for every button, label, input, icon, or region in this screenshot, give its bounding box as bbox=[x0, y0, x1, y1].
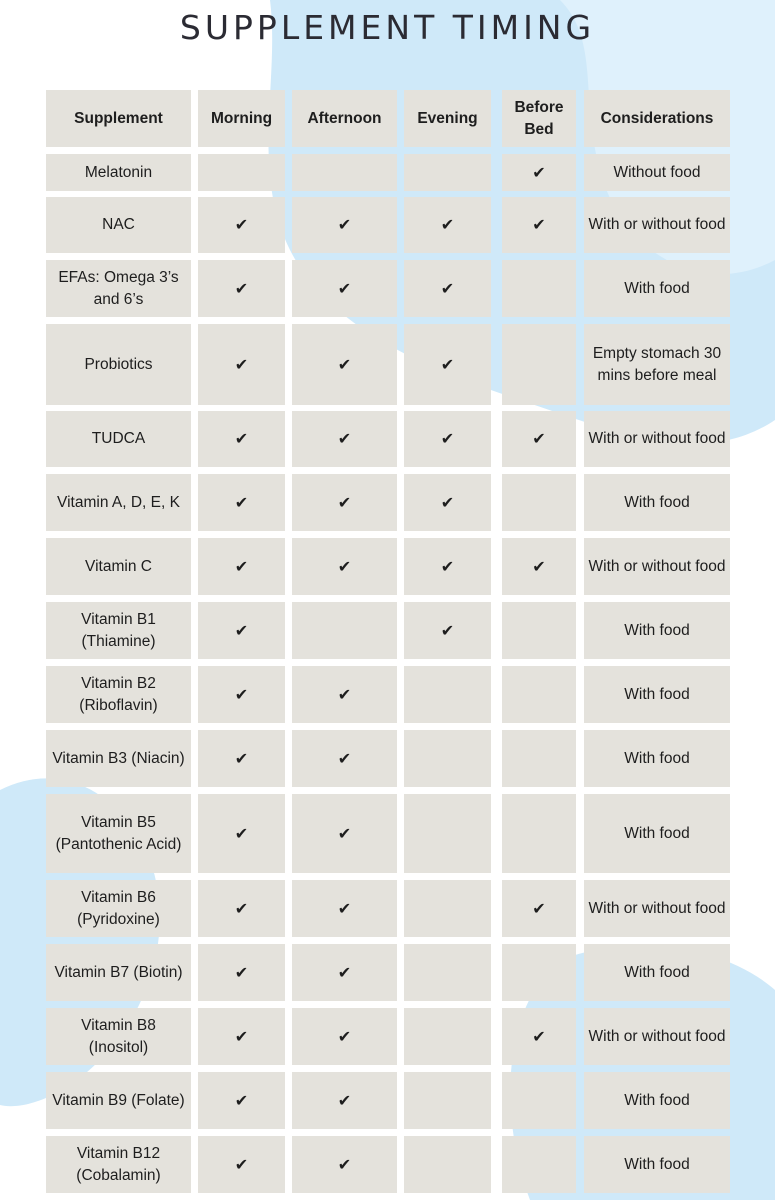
column-header-before-bed: Before Bed bbox=[502, 90, 576, 147]
evening-cell bbox=[404, 666, 491, 723]
morning-cell bbox=[198, 944, 285, 1001]
checkmark-icon: ✔ bbox=[234, 1090, 249, 1110]
checkmark-icon: ✔ bbox=[234, 684, 249, 704]
supplement-name-cell: Vitamin B1 (Thiamine) bbox=[46, 602, 191, 659]
morning-cell bbox=[198, 794, 285, 873]
checkmark-icon: ✔ bbox=[532, 429, 546, 448]
evening-cell bbox=[404, 324, 491, 405]
checkmark-icon: ✔ bbox=[234, 429, 249, 448]
checkmark-icon: ✔ bbox=[532, 556, 546, 576]
supplement-name-cell: Vitamin B2 (Riboflavin) bbox=[46, 666, 191, 723]
considerations-cell: With or without food bbox=[584, 880, 730, 937]
checkmark-icon: ✔ bbox=[532, 898, 546, 918]
considerations-cell: With food bbox=[584, 944, 730, 1001]
checkmark-icon: ✔ bbox=[234, 620, 249, 640]
before-bed-cell bbox=[502, 474, 576, 531]
evening-cell bbox=[404, 794, 491, 873]
checkmark-icon: ✔ bbox=[337, 823, 352, 843]
considerations-cell: Empty stomach 30 mins before meal bbox=[584, 324, 730, 405]
considerations-cell: With or without food bbox=[584, 197, 730, 253]
before-bed-cell bbox=[502, 602, 576, 659]
before-bed-cell bbox=[502, 730, 576, 787]
before-bed-cell bbox=[502, 666, 576, 723]
supplement-name-cell: TUDCA bbox=[46, 411, 191, 467]
checkmark-icon: ✔ bbox=[337, 354, 352, 374]
afternoon-cell bbox=[292, 1072, 397, 1129]
afternoon-cell bbox=[292, 1008, 397, 1065]
considerations-cell: With food bbox=[584, 730, 730, 787]
evening-cell bbox=[404, 154, 491, 191]
checkmark-icon: ✔ bbox=[234, 748, 249, 768]
morning-cell bbox=[198, 197, 285, 253]
column-header-morning: Morning bbox=[198, 90, 285, 147]
afternoon-cell bbox=[292, 880, 397, 937]
column-header-afternoon: Afternoon bbox=[292, 90, 397, 147]
checkmark-icon: ✔ bbox=[234, 1026, 249, 1046]
before-bed-cell bbox=[502, 1072, 576, 1129]
checkmark-icon: ✔ bbox=[234, 354, 249, 374]
checkmark-icon: ✔ bbox=[234, 556, 249, 576]
checkmark-icon: ✔ bbox=[337, 1026, 352, 1046]
considerations-cell: With food bbox=[584, 666, 730, 723]
before-bed-cell bbox=[502, 944, 576, 1001]
before-bed-cell bbox=[502, 538, 576, 595]
afternoon-cell bbox=[292, 666, 397, 723]
supplement-name-cell: Vitamin B6 (Pyridoxine) bbox=[46, 880, 191, 937]
afternoon-cell bbox=[292, 324, 397, 405]
evening-cell bbox=[404, 1136, 491, 1193]
before-bed-cell bbox=[502, 324, 576, 405]
supplement-name-cell: Vitamin C bbox=[46, 538, 191, 595]
morning-cell bbox=[198, 474, 285, 531]
checkmark-icon: ✔ bbox=[440, 556, 455, 576]
checkmark-icon: ✔ bbox=[337, 1154, 352, 1174]
checkmark-icon: ✔ bbox=[440, 429, 455, 448]
morning-cell bbox=[198, 730, 285, 787]
supplement-name-cell: NAC bbox=[46, 197, 191, 253]
afternoon-cell bbox=[292, 730, 397, 787]
checkmark-icon: ✔ bbox=[532, 215, 546, 234]
evening-cell bbox=[404, 260, 491, 317]
checkmark-icon: ✔ bbox=[337, 429, 352, 448]
before-bed-cell bbox=[502, 1008, 576, 1065]
supplement-name-cell: Vitamin B8 (Inositol) bbox=[46, 1008, 191, 1065]
checkmark-icon: ✔ bbox=[337, 492, 352, 512]
checkmark-icon: ✔ bbox=[234, 215, 249, 234]
morning-cell bbox=[198, 1008, 285, 1065]
evening-cell bbox=[404, 944, 491, 1001]
column-header-evening: Evening bbox=[404, 90, 491, 147]
before-bed-cell bbox=[502, 411, 576, 467]
morning-cell bbox=[198, 1072, 285, 1129]
checkmark-icon: ✔ bbox=[440, 278, 455, 298]
checkmark-icon: ✔ bbox=[440, 492, 455, 512]
checkmark-icon: ✔ bbox=[337, 962, 352, 982]
checkmark-icon: ✔ bbox=[440, 354, 455, 374]
morning-cell bbox=[198, 154, 285, 191]
supplement-name-cell: Vitamin B3 (Niacin) bbox=[46, 730, 191, 787]
morning-cell bbox=[198, 666, 285, 723]
considerations-cell: With food bbox=[584, 474, 730, 531]
evening-cell bbox=[404, 197, 491, 253]
checkmark-icon: ✔ bbox=[337, 278, 352, 298]
supplement-name-cell: Vitamin B9 (Folate) bbox=[46, 1072, 191, 1129]
supplement-name-cell: Vitamin B12 (Cobalamin) bbox=[46, 1136, 191, 1193]
checkmark-icon: ✔ bbox=[234, 962, 249, 982]
checkmark-icon: ✔ bbox=[337, 684, 352, 704]
evening-cell bbox=[404, 474, 491, 531]
column-header-considerations: Considerations bbox=[584, 90, 730, 147]
checkmark-icon: ✔ bbox=[337, 556, 352, 576]
afternoon-cell bbox=[292, 602, 397, 659]
evening-cell bbox=[404, 1008, 491, 1065]
checkmark-icon: ✔ bbox=[234, 898, 249, 918]
column-header-supplement: Supplement bbox=[46, 90, 191, 147]
afternoon-cell bbox=[292, 260, 397, 317]
considerations-cell: With food bbox=[584, 260, 730, 317]
morning-cell bbox=[198, 880, 285, 937]
checkmark-icon: ✔ bbox=[440, 215, 455, 234]
morning-cell bbox=[198, 260, 285, 317]
checkmark-icon: ✔ bbox=[337, 748, 352, 768]
evening-cell bbox=[404, 411, 491, 467]
before-bed-cell bbox=[502, 154, 576, 191]
afternoon-cell bbox=[292, 474, 397, 531]
morning-cell bbox=[198, 602, 285, 659]
before-bed-cell bbox=[502, 197, 576, 253]
checkmark-icon: ✔ bbox=[440, 620, 455, 640]
considerations-cell: With food bbox=[584, 602, 730, 659]
considerations-cell: With food bbox=[584, 1072, 730, 1129]
supplement-name-cell: Probiotics bbox=[46, 324, 191, 405]
checkmark-icon: ✔ bbox=[234, 492, 249, 512]
afternoon-cell bbox=[292, 538, 397, 595]
checkmark-icon: ✔ bbox=[532, 162, 546, 182]
evening-cell bbox=[404, 730, 491, 787]
afternoon-cell bbox=[292, 154, 397, 191]
afternoon-cell bbox=[292, 411, 397, 467]
supplement-name-cell: EFAs: Omega 3’s and 6’s bbox=[46, 260, 191, 317]
checkmark-icon: ✔ bbox=[532, 1026, 546, 1046]
checkmark-icon: ✔ bbox=[337, 898, 352, 918]
morning-cell bbox=[198, 1136, 285, 1193]
supplement-name-cell: Vitamin B5 (Pantothenic Acid) bbox=[46, 794, 191, 873]
considerations-cell: With or without food bbox=[584, 1008, 730, 1065]
checkmark-icon: ✔ bbox=[337, 1090, 352, 1110]
morning-cell bbox=[198, 324, 285, 405]
considerations-cell: With or without food bbox=[584, 411, 730, 467]
page-title: SUPPLEMENT TIMING bbox=[179, 8, 596, 47]
supplement-name-cell: Vitamin A, D, E, K bbox=[46, 474, 191, 531]
supplement-name-cell: Vitamin B7 (Biotin) bbox=[46, 944, 191, 1001]
afternoon-cell bbox=[292, 197, 397, 253]
afternoon-cell bbox=[292, 1136, 397, 1193]
afternoon-cell bbox=[292, 794, 397, 873]
morning-cell bbox=[198, 411, 285, 467]
considerations-cell: With food bbox=[584, 794, 730, 873]
considerations-cell: Without food bbox=[584, 154, 730, 191]
evening-cell bbox=[404, 538, 491, 595]
checkmark-icon: ✔ bbox=[234, 278, 249, 298]
considerations-cell: With food bbox=[584, 1136, 730, 1193]
evening-cell bbox=[404, 602, 491, 659]
before-bed-cell bbox=[502, 794, 576, 873]
evening-cell bbox=[404, 880, 491, 937]
before-bed-cell bbox=[502, 1136, 576, 1193]
afternoon-cell bbox=[292, 944, 397, 1001]
morning-cell bbox=[198, 538, 285, 595]
checkmark-icon: ✔ bbox=[234, 1154, 249, 1174]
evening-cell bbox=[404, 1072, 491, 1129]
before-bed-cell bbox=[502, 260, 576, 317]
considerations-cell: With or without food bbox=[584, 538, 730, 595]
before-bed-cell bbox=[502, 880, 576, 937]
supplement-name-cell: Melatonin bbox=[46, 154, 191, 191]
checkmark-icon: ✔ bbox=[234, 823, 249, 843]
checkmark-icon: ✔ bbox=[337, 215, 352, 234]
